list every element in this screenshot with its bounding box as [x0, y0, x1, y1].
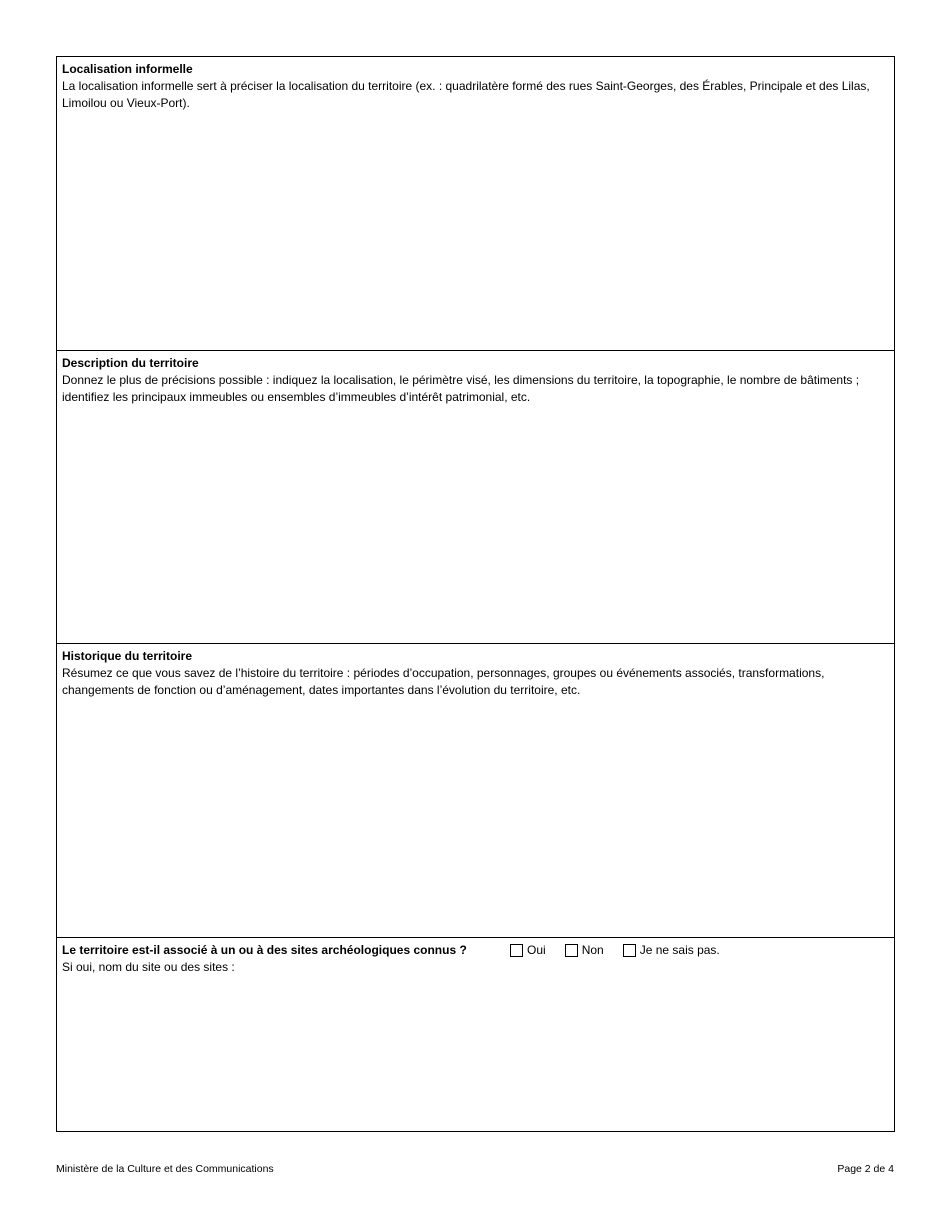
section-title: Localisation informelle — [62, 62, 193, 76]
site-names-answer-field[interactable] — [57, 978, 894, 1132]
section-sites-archeologiques — [57, 937, 894, 1132]
archeo-question: Le territoire est-il associé à un ou à des sites archéologiques connus ? — [62, 943, 467, 957]
section-description: Donnez le plus de précisions possible : indiquez la localisation, le périmètre visé, les dimensions du territoire, la topographie, le nombre de bâtiments ; identifiez les principaux immeubles ou ensembles d’immeubles d’intérêt patrimonial, etc. — [62, 373, 860, 404]
section-historique-territoire — [57, 643, 894, 937]
section-description-territoire — [57, 350, 894, 643]
archeo-followup-label: Si oui, nom du site ou des sites : — [62, 960, 235, 974]
historique-answer-field[interactable] — [57, 696, 894, 937]
form-frame — [56, 56, 895, 1132]
option-label: Oui — [527, 943, 546, 957]
option-label: Je ne sais pas. — [639, 943, 720, 957]
option-label: Non — [581, 943, 604, 957]
footer-organization: Ministère de la Culture et des Communications — [56, 1163, 274, 1175]
archeo-question-row — [62, 942, 889, 959]
section-localisation-informelle — [57, 57, 894, 350]
section-description: La localisation informelle sert à préciser la localisation du territoire (ex. : quadrilatère formé des rues Saint-Georges, des Érables, Principale et des Lilas, Limoilou ou Vieux-Port). — [62, 79, 870, 110]
checkbox-non[interactable] — [565, 944, 578, 957]
section-description: Résumez ce que vous savez de l’histoire du territoire : périodes d’occupation, personnages, groupes ou événements associés, transformations, changements de fonction ou d’aménagement, dates importantes dans l’évolution du territoire, etc. — [62, 666, 825, 697]
section-title: Historique du territoire — [62, 649, 193, 663]
checkbox-ne-sais-pas[interactable] — [623, 944, 636, 957]
archeo-options — [510, 942, 739, 959]
option-ne-sais-pas[interactable] — [623, 942, 720, 959]
localisation-answer-field[interactable] — [57, 109, 894, 350]
checkbox-oui[interactable] — [510, 944, 523, 957]
option-oui[interactable] — [510, 942, 546, 959]
description-answer-field[interactable] — [57, 403, 894, 643]
section-title: Description du territoire — [62, 356, 199, 370]
footer-page-number: Page 2 de 4 — [837, 1163, 894, 1175]
option-non[interactable] — [565, 942, 604, 959]
